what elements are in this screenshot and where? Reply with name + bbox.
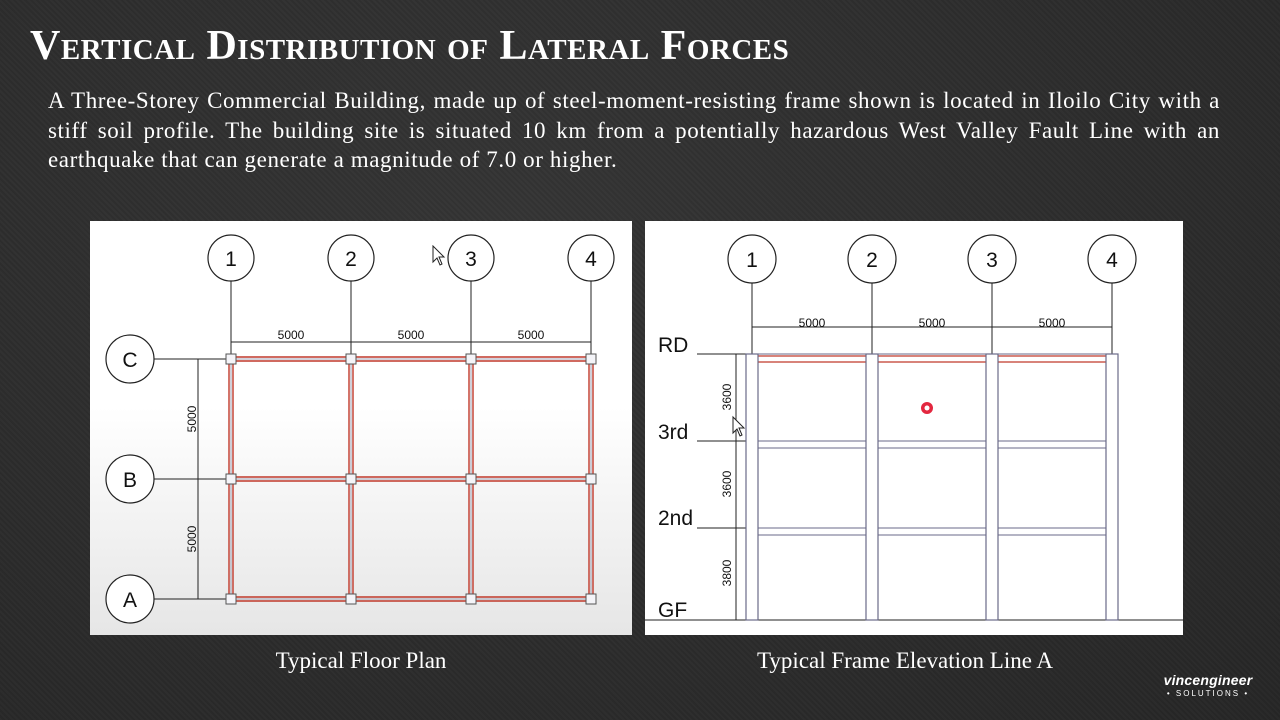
logo-main-text: vincengineer xyxy=(1163,672,1253,688)
elev-dim-x-1: 5000 xyxy=(798,316,826,330)
frame-elevation-diagram xyxy=(645,221,1183,635)
plan-grid-label-3: 3 xyxy=(465,248,477,271)
cursor-arrow-icon xyxy=(733,417,744,436)
elevation-caption: Typical Frame Elevation Line A xyxy=(756,648,1054,673)
plan-grid-label-4: 4 xyxy=(585,248,597,271)
elev-grid-label-1: 1 xyxy=(746,249,758,272)
plan-dim-y-1: 5000 xyxy=(185,405,199,433)
frame-elevation-panel xyxy=(645,221,1183,635)
elev-dim-x-3: 5000 xyxy=(1038,316,1066,330)
plan-dim-x-3: 5000 xyxy=(517,328,545,342)
level-label-3rd: 3rd xyxy=(658,421,689,444)
elev-storey-height-2: 3600 xyxy=(720,470,734,498)
logo-sub-text: • SOLUTIONS • xyxy=(1166,689,1250,698)
floor-plan-caption: Typical Floor Plan xyxy=(275,648,447,673)
floor-plan-panel xyxy=(90,221,632,635)
plan-dim-x-2: 5000 xyxy=(397,328,425,342)
elev-dim-x-2: 5000 xyxy=(918,316,946,330)
floor-plan-diagram xyxy=(90,221,632,635)
elev-storey-height-1: 3800 xyxy=(720,559,734,587)
elev-grid-label-3: 3 xyxy=(986,249,998,272)
slide-title: Vertical Distribution of Lateral Forces xyxy=(30,23,790,69)
brand-logo xyxy=(1150,672,1266,698)
elev-grid-label-4: 4 xyxy=(1106,249,1118,272)
plan-grid-label-b: B xyxy=(122,469,138,492)
plan-dim-y-2: 5000 xyxy=(185,525,199,553)
elev-grid-label-2: 2 xyxy=(866,249,878,272)
plan-grid-label-1: 1 xyxy=(225,248,237,271)
plan-grid-label-a: A xyxy=(122,589,138,612)
problem-statement: A Three-Storey Commercial Building, made up of steel-moment-resisting frame shown is located in Iloilo City with a stiff soil profile. The building site is situated 10 km from a potentially hazardous West Valley Fault Line with an earthquake that can generate a magnitude of 7.0 or higher. xyxy=(48,88,1220,172)
level-label-2nd: 2nd xyxy=(658,507,694,530)
level-label-gf: GF xyxy=(658,599,688,622)
mouse-cursor-icon xyxy=(432,245,446,267)
elev-storey-height-3: 3600 xyxy=(720,383,734,411)
plan-grid-label-c: C xyxy=(122,349,138,372)
level-label-rd: RD xyxy=(658,334,689,357)
plan-dim-x-1: 5000 xyxy=(277,328,305,342)
plan-grid-label-2: 2 xyxy=(345,248,357,271)
pointer-dot-icon xyxy=(921,402,933,414)
elevation-columns xyxy=(746,354,1118,620)
